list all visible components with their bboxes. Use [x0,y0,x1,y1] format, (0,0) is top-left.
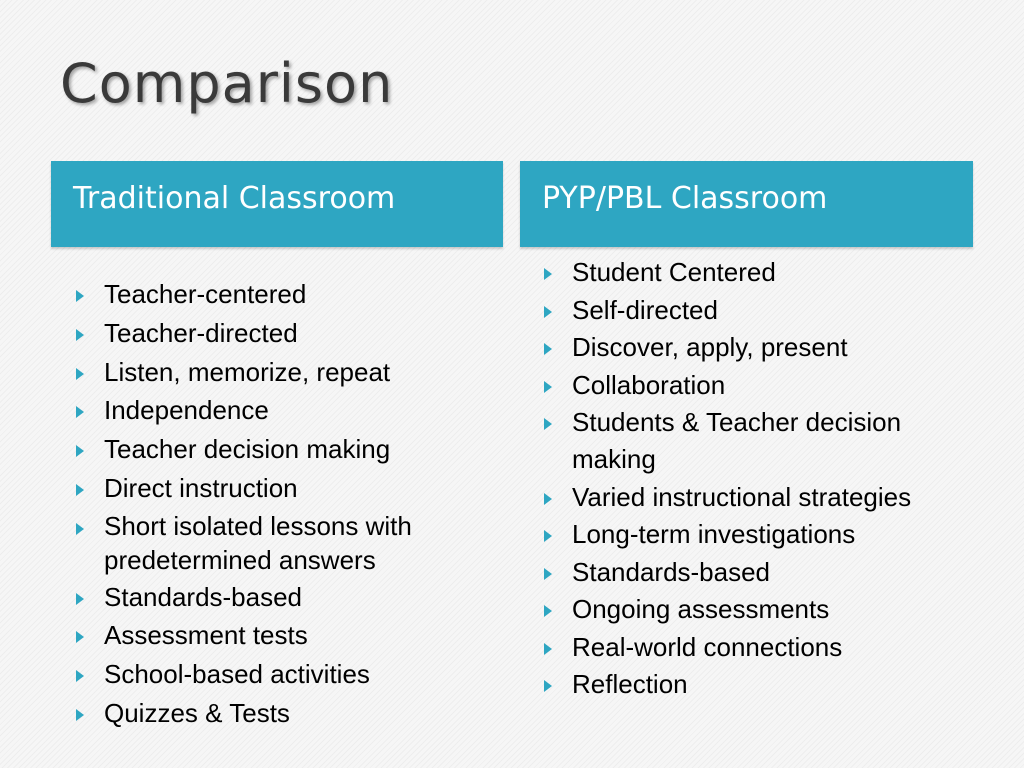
list-item [540,292,960,329]
triangle-bullet-icon [76,670,84,682]
list-item [72,431,492,468]
list-item [72,509,492,577]
list-item-text: School-based activities [104,659,370,690]
traditional-classroom-list [72,276,492,734]
triangle-bullet-icon [544,343,552,355]
list-item [540,404,960,478]
triangle-bullet-icon [544,493,552,505]
list-item-text: Long-term investigations [572,519,856,549]
list-item-text: Listen, memorize, repeat [104,356,391,387]
triangle-bullet-icon [76,368,84,380]
list-item [72,392,492,429]
list-item-text: Student Centered [572,257,776,287]
list-item-text: Students & Teacher decision making [572,407,902,474]
list-item [540,591,960,628]
list-item [540,367,960,404]
triangle-bullet-icon [544,643,552,655]
list-item-text: Self-directed [572,294,718,325]
pyp-pbl-classroom-list [540,254,960,704]
list-item [72,617,492,654]
triangle-bullet-icon [544,568,552,580]
list-item [72,470,492,507]
list-item [72,354,492,391]
list-item-text: Standards-based [572,556,771,587]
list-item-text: Real-world connections [572,631,843,662]
list-item-text: Direct instruction [104,472,298,503]
list-item [540,479,960,516]
triangle-bullet-icon [76,329,84,341]
list-item-text: Independence [104,395,269,426]
list-item-text: Teacher decision making [104,434,391,465]
traditional-classroom-header: Traditional Classroom [51,161,503,247]
triangle-bullet-icon [76,290,84,302]
list-item [72,315,492,352]
triangle-bullet-icon [544,381,552,393]
list-item [540,516,960,553]
list-item-text: Ongoing assessments [572,594,830,624]
slide-title: Comparison [60,52,394,115]
list-item-text: Collaboration [572,369,726,400]
list-item [540,554,960,591]
triangle-bullet-icon [544,680,552,692]
list-item [540,629,960,666]
list-item [72,276,492,313]
triangle-bullet-icon [76,484,84,496]
triangle-bullet-icon [76,631,84,643]
list-item-text: Quizzes & Tests [104,697,290,728]
list-item-text: Varied instructional strategies [572,481,912,512]
triangle-bullet-icon [76,445,84,457]
triangle-bullet-icon [544,418,552,430]
triangle-bullet-icon [544,306,552,318]
list-item [540,254,960,291]
triangle-bullet-icon [544,268,552,280]
list-item-text: Teacher-centered [104,279,307,309]
list-item-text: Discover, apply, present [572,332,848,362]
triangle-bullet-icon [544,605,552,617]
list-item [72,579,492,616]
triangle-bullet-icon [76,709,84,721]
pyp-pbl-classroom-header: PYP/PBL Classroom [520,161,973,247]
list-item-text: Reflection [572,669,688,699]
list-item-text: Teacher-directed [104,317,298,348]
triangle-bullet-icon [76,406,84,418]
list-item [72,656,492,693]
list-item [72,695,492,732]
list-item-text: Assessment tests [104,620,308,651]
list-item-text: Short isolated lessons with predetermined answers [104,510,412,575]
triangle-bullet-icon [544,530,552,542]
list-item-text: Standards-based [104,581,303,612]
list-item [540,329,960,366]
triangle-bullet-icon [76,523,84,535]
list-item [540,666,960,703]
triangle-bullet-icon [76,593,84,605]
